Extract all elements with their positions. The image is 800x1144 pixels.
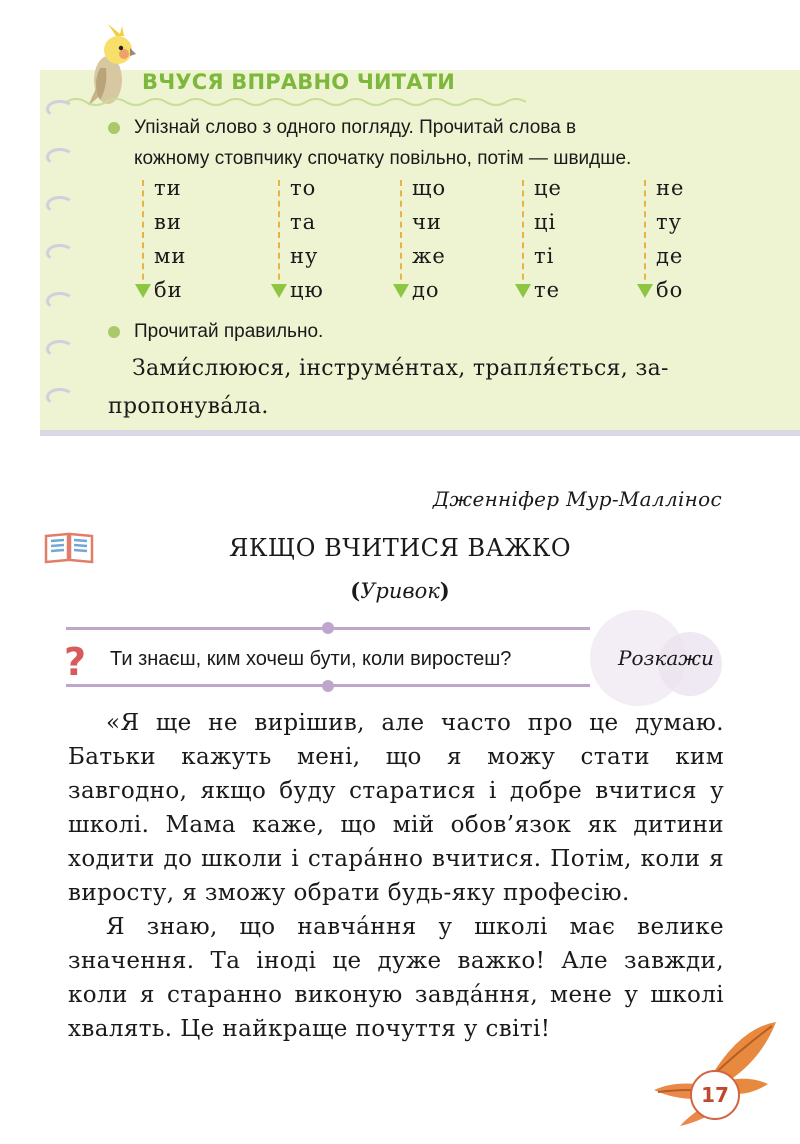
practice-words: [108, 350, 724, 426]
question-mark-icon: ?: [64, 640, 87, 684]
practice-line: пропонува́ла.: [108, 394, 269, 419]
word: бо: [656, 278, 684, 302]
word: ті: [534, 244, 555, 268]
word: ці: [534, 210, 557, 234]
down-arrow-icon: [637, 284, 653, 298]
word: до: [412, 278, 440, 302]
author: Дженніфер Мур-Маллінос: [432, 487, 722, 511]
word-column: [400, 176, 520, 306]
story-subtitle: (Уривок): [350, 578, 450, 603]
paragraph: «Я ще не вирішив, але часто про це думаю. Батьки кажуть мені, що я можу стати ким завгодно, якщо буду старатися і добре вчитися у школі. Мама каже, що мій обов’язок як дитини ходити до школи і стара́нно вчитися. Потім, коли я виросту, я зможу обрати будь-яку професію.: [68, 710, 724, 906]
section-title: ВЧУСЯ ВПРАВНО ЧИТАТИ: [142, 70, 456, 94]
word-column: [278, 176, 398, 306]
word: не: [656, 176, 685, 200]
word: би: [154, 278, 183, 302]
task1-line1: Упізнай слово з одного погляду. Прочитай слова в: [134, 117, 577, 138]
word-column: [142, 176, 262, 306]
word: то: [290, 176, 317, 200]
word: цю: [290, 278, 324, 302]
paragraph: Я знаю, що навча́ння у школі має велике значення. Та іноді це дуже важко! Але завжди, коли я старанно виконую завда́ння, мене у школі хвалять. Це найкраще почуття у світі!: [68, 914, 724, 1042]
down-arrow-icon: [135, 284, 151, 298]
page-number: 17: [690, 1070, 740, 1120]
title-underline: [66, 94, 526, 110]
practice-line: Зами́слююся, інструме́нтах, трапля́ється, за-: [132, 356, 669, 381]
word: ну: [290, 244, 319, 268]
question-dot: [322, 680, 334, 692]
story-title: ЯКЩО ВЧИТИСЯ ВАЖКО: [228, 534, 572, 562]
tell-label: Розкажи: [618, 646, 714, 670]
word: ти: [154, 176, 182, 200]
down-arrow-icon: [271, 284, 287, 298]
word: ви: [154, 210, 182, 234]
word-column: [522, 176, 642, 306]
down-arrow-icon: [393, 284, 409, 298]
word: ми: [154, 244, 187, 268]
notebook-rings: [46, 100, 70, 400]
task1-line2: кожному стовпчику спочатку повільно, потім — швидше.: [134, 148, 632, 169]
task2-text: Прочитай правильно.: [134, 321, 324, 342]
question-text: Ти знаєш, ким хочеш бути, коли виростеш?: [110, 648, 512, 670]
word: що: [412, 176, 447, 200]
word: це: [534, 176, 562, 200]
word: те: [534, 278, 561, 302]
task-bullet: [108, 122, 120, 134]
word: де: [656, 244, 684, 268]
word: чи: [412, 210, 442, 234]
down-arrow-icon: [515, 284, 531, 298]
task-bullet: [108, 326, 120, 338]
word: та: [290, 210, 317, 234]
word-column: [644, 176, 764, 306]
story-text: [68, 706, 724, 1046]
word: же: [412, 244, 446, 268]
word: ту: [656, 210, 682, 234]
question-dot: [322, 622, 334, 634]
